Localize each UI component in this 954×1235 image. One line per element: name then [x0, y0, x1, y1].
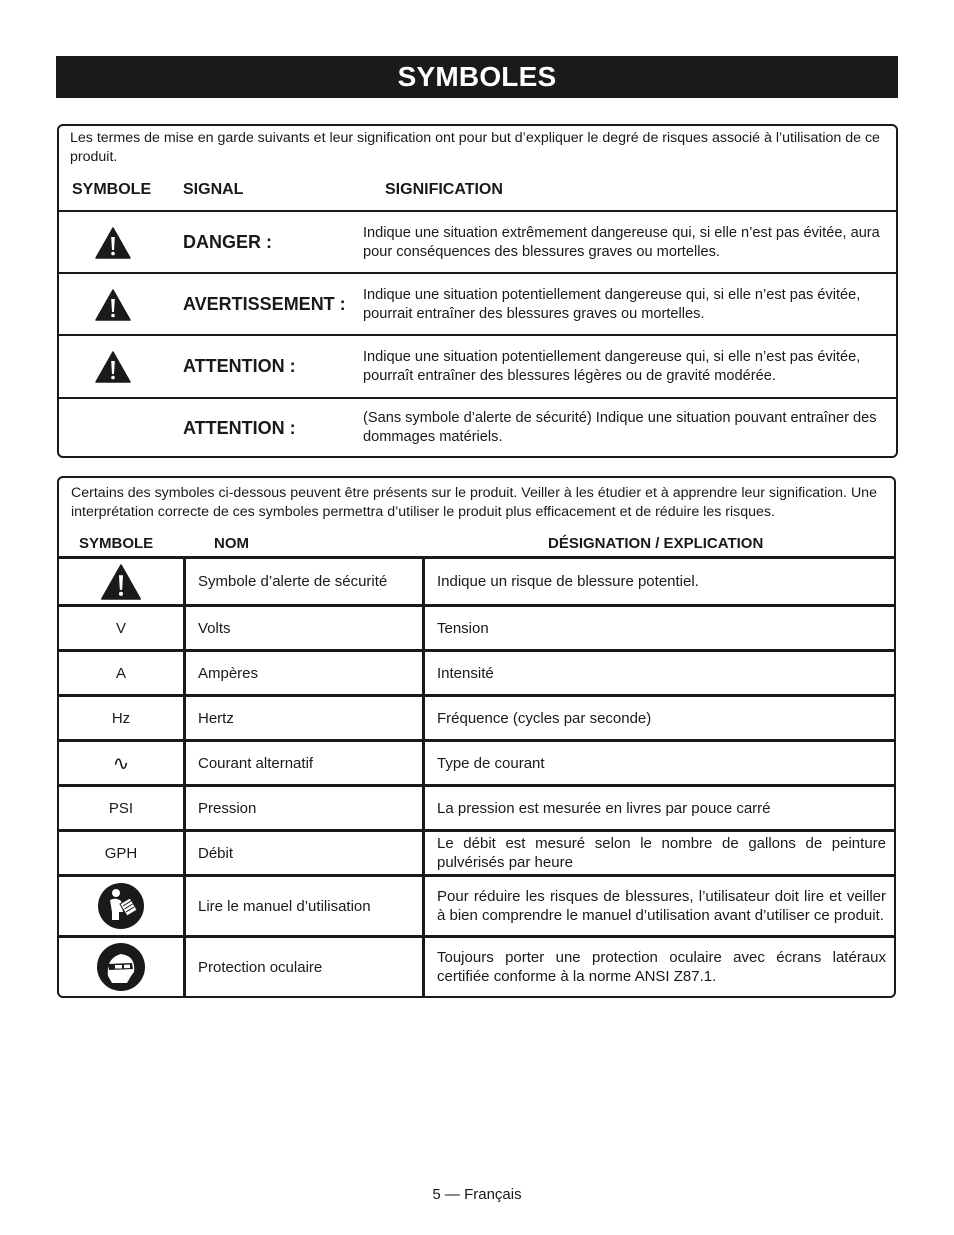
- symbols-box: [57, 476, 896, 998]
- signal-meaning: Indique une situation potentiellement dangereuse qui, si elle n’est pas évitée, pourraît entraîner des blessures légères ou de gravité modérée.: [363, 349, 861, 384]
- warning-triangle-icon: [95, 227, 131, 259]
- header-symbol: SYMBOLE: [79, 535, 154, 552]
- page-title: SYMBOLES: [56, 56, 898, 98]
- safety-alert-icon: [100, 564, 142, 600]
- symbol-explanation: Type de courant: [437, 754, 545, 772]
- symbol-explanation: La pression est mesurée en livres par pouce carré: [437, 799, 771, 817]
- symbol-text: GPH: [104, 844, 138, 862]
- symbol-row: [59, 607, 894, 649]
- symbol-row: [59, 742, 894, 784]
- symbol-row: [59, 832, 894, 874]
- signal-row-avertissement: [59, 274, 896, 335]
- symbol-explanation: Pour réduire les risques de blessures, l’utilisateur doit lire et veiller à bien comprendre le manuel d’utilisation avant d’utiliser ce produit.: [437, 888, 886, 924]
- read-manual-icon: [97, 882, 145, 930]
- symbol-text: PSI: [108, 799, 134, 817]
- signal-row-danger: [59, 212, 896, 273]
- symbol-name: Hertz: [198, 709, 234, 727]
- signal-words-box: [57, 124, 898, 458]
- symbol-name: Symbole d’alerte de sécurité: [198, 573, 388, 590]
- symbol-name: Protection oculaire: [198, 958, 323, 976]
- header-meaning: SIGNIFICATION: [385, 181, 503, 198]
- signal-meaning: Indique une situation extrêmement dangereuse qui, si elle n’est pas évitée, aura pour conséquences des blessures graves ou mortelles.: [363, 225, 880, 260]
- signal-label: ATTENTION :: [183, 418, 296, 438]
- header-name: NOM: [214, 535, 249, 552]
- symbol-name: Débit: [198, 844, 234, 862]
- symbol-name: Ampères: [198, 664, 259, 682]
- symbol-explanation: Le débit est mesuré selon le nombre de gallons de peinture pulvérisés par heure: [437, 835, 886, 871]
- symbol-explanation: Fréquence (cycles par seconde): [437, 709, 652, 727]
- signal-label: ATTENTION :: [183, 356, 296, 376]
- symbols-box-intro: Certains des symboles ci-dessous peuvent être présents sur le produit. Veiller à les étudier et à apprendre leur signification. Une interprétation correcte de ces symboles permettra d’utiliser le produit plus efficacement et de réduire les risques.: [71, 485, 877, 520]
- signal-row-attention-no-symbol: [59, 399, 896, 460]
- symbol-name: Courant alternatif: [198, 754, 314, 772]
- symbol-text: Hz: [111, 709, 131, 727]
- symbol-text: V: [115, 619, 126, 637]
- symbol-name: Lire le manuel d’utilisation: [198, 897, 371, 915]
- signal-label: AVERTISSEMENT :: [183, 294, 346, 314]
- symbol-explanation: Tension: [437, 619, 489, 637]
- header-explanation: DÉSIGNATION / EXPLICATION: [548, 535, 764, 552]
- header-signal: SIGNAL: [183, 181, 244, 198]
- signal-meaning: (Sans symbole d’alerte de sécurité) Indique une situation pouvant entraîner des dommages matériels.: [363, 410, 877, 445]
- symbol-row: [59, 559, 894, 604]
- page-footer: 5 — Français: [432, 1186, 522, 1203]
- symbol-row: [59, 787, 894, 829]
- signal-box-intro: Les termes de mise en garde suivants et leur signification ont pour but d’expliquer le degré de risques associé à l’utilisation de ce produit.: [70, 130, 880, 165]
- warning-triangle-icon: [95, 351, 131, 383]
- symbol-row: [59, 877, 894, 935]
- signal-label: DANGER :: [183, 232, 272, 252]
- alternating-current-icon: ∿: [112, 752, 130, 775]
- header-symbol: SYMBOLE: [72, 181, 152, 198]
- symbol-explanation: Indique un risque de blessure potentiel.: [437, 573, 699, 590]
- warning-triangle-icon: [95, 289, 131, 321]
- symbol-explanation: Toujours porter une protection oculaire avec écrans latéraux certifiée conforme à la norme ANSI Z87.1.: [437, 949, 886, 985]
- symbol-name: Volts: [198, 619, 231, 637]
- eye-protection-icon: [96, 942, 146, 992]
- signal-row-attention: [59, 336, 896, 397]
- symbol-name: Pression: [198, 799, 257, 817]
- symbol-row: [59, 652, 894, 694]
- signal-meaning: Indique une situation potentiellement dangereuse qui, si elle n’est pas évitée, pourrait entraîner des blessures graves ou mortelles.: [363, 287, 861, 322]
- symbol-row: [59, 938, 894, 996]
- symbol-text: A: [115, 664, 126, 682]
- symbol-explanation: Intensité: [437, 664, 494, 682]
- symbol-row: [59, 697, 894, 739]
